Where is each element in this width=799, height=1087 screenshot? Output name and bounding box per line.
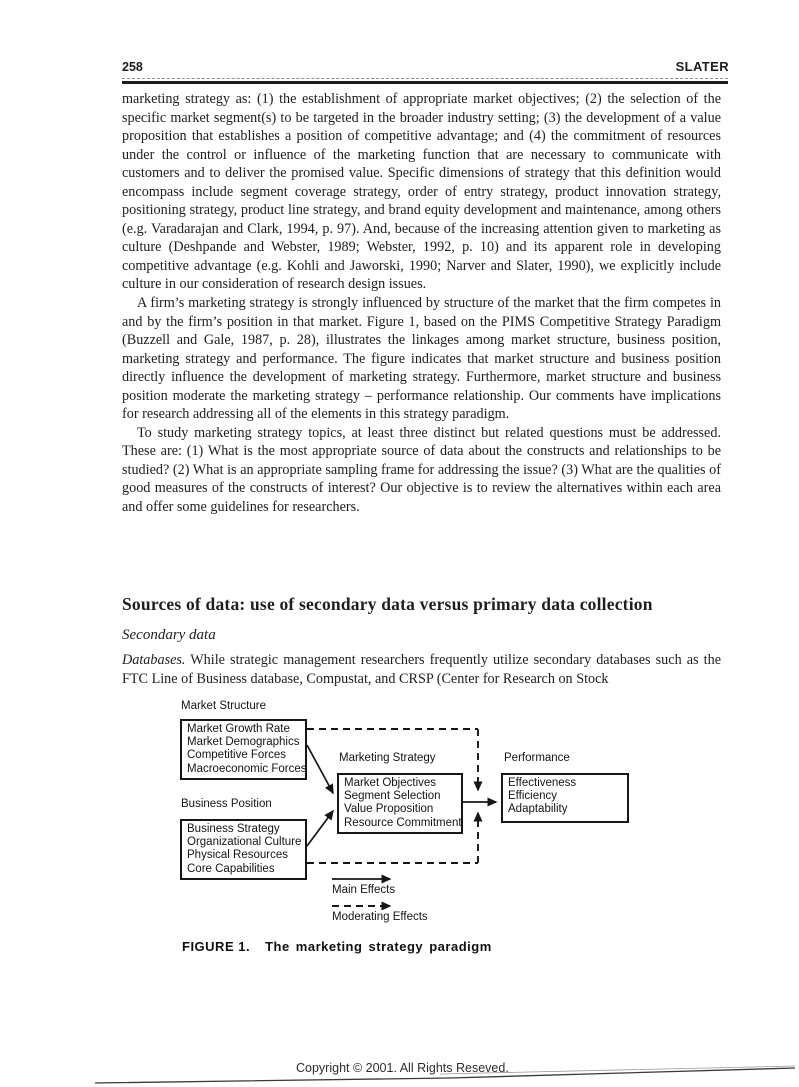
subsection-heading: Secondary data [122,627,216,643]
marketing-strategy-item: Segment Selection [344,790,441,803]
legend-main-effects-label: Main Effects [332,884,396,896]
copyright-notice: Copyright © 2001. All Rights Reseved. [296,1061,509,1075]
performance-item: Effectiveness [508,777,577,789]
business-position-item: Physical Resources [187,849,288,862]
figure-caption-number: FIGURE 1. [182,939,251,954]
legend-moderating-effects-label: Moderating Effects [332,911,428,923]
market-structure-item: Competitive Forces [187,749,287,762]
figure-box-marketing-strategy [337,773,463,834]
marketing-strategy-item: Value Proposition [344,803,434,816]
business-position-item: Business Strategy [187,823,280,835]
figure-label-market-structure: Market Structure [181,700,266,712]
arrow-market-structure-to-strategy [307,745,333,793]
market-structure-item: Macroeconomic Forces [187,762,307,775]
figure-box-performance [501,773,629,823]
figure-label-performance: Performance [504,752,570,764]
arrow-business-position-to-strategy [307,811,333,846]
business-position-item: Core Capabilities [187,862,275,875]
databases-paragraph [122,651,721,688]
section-heading: Sources of data: use of secondary data versus primary data collection [122,594,653,614]
figure-caption-title: The marketing strategy paradigm [265,939,492,954]
header-rule-thick [122,81,728,84]
body-text-column [122,90,721,517]
body-paragraph-2: A firm’s marketing strategy is strongly influenced by structure of the market that the firm competes in and by the firm’s position in that market. Figure 1, based on the PIMS Competitive Strategy Paradigm (Buzzell and Gale, 1987, p. 28), illustrates the linkages among market structure, business position, marketing strategy and performance. The figure indicates that market structure and business position directly influence the development of marketing strategy. Furthermore, market structure and business position moderate the marketing strategy – performance relationship. Our comments have implications for research addressing all of the elements in this strategy paradigm. [122,295,721,423]
figure-label-business-position: Business Position [181,798,272,810]
page-number: 258 [122,60,143,74]
performance-item: Efficiency [508,790,558,803]
databases-paragraph-text: While strategic management researchers frequently utilize secondary databases such as the FTC Line of Business database, Compustat, and CRSP (Center for Research on Stock [122,652,721,687]
figure-box-business-position [180,819,307,880]
business-position-item: Organizational Culture [187,836,302,849]
performance-item: Adaptability [508,803,568,816]
figure-label-marketing-strategy: Marketing Strategy [339,752,436,764]
header-rule [122,78,728,84]
body-paragraph-1: marketing strategy as: (1) the establishment of appropriate market objectives; (2) the selection of the specific market segment(s) to be targeted in the broader industry setting; (3) the development of a value proposition that establishes a position of competitive advantage; and (4) the commitment of resources under the control or influence of the marketing function that are necessary to communicate with customers and to deliver the promised value. Specific dimensions of strategy that this definition would encompass include segment coverage strategy, order of entry strategy, product innovation strategy, positioning strategy, product line strategy, and brand equity development and maintenance, among others (e.g. Varadarajan and Clark, 1994, p. 97). And, because of the increasing attention given to marketing as culture (Deshpande and Webster, 1989; Webster, 1992, p. 10) and its apparent role in developing competitive advantage (e.g. Kohli and Jaworski, 1990; Narver and Slater, 1990), we explicitly include culture in our consideration of research design issues. [122,91,721,293]
body-paragraph-3: To study marketing strategy topics, at least three distinct but related questions must be addressed. These are: (1) What is the most appropriate source of data about the constructs and relationships to be studied? (2) What is an appropriate sampling frame for addressing the issue? (3) What are the qualities of good measures of the constructs of interest? Our objective is to review the alternatives within each area and offer some guidelines for researchers. [122,424,721,516]
market-structure-item: Market Demographics [187,736,300,749]
figure-box-market-structure [180,719,307,780]
databases-runin-label: Databases. [122,652,186,668]
running-head-author: SLATER [675,59,729,74]
marketing-strategy-item: Resource Commitment [344,816,462,829]
figure-caption [182,939,492,954]
marketing-strategy-item: Market Objectives [344,777,437,789]
market-structure-item: Market Growth Rate [187,723,290,735]
